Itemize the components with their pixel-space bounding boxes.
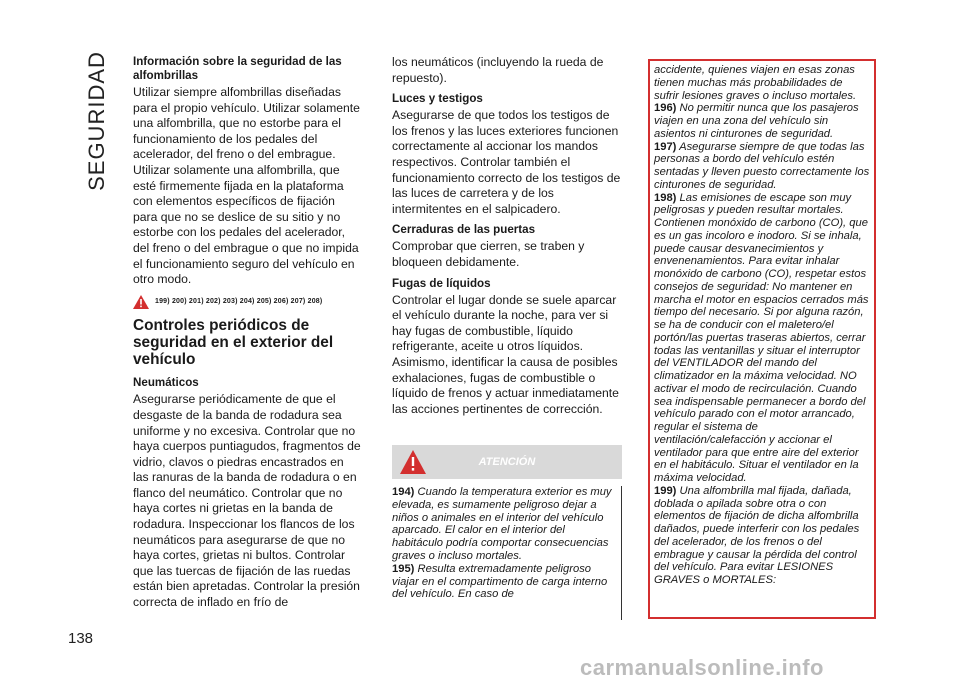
note-196 xyxy=(654,102,870,140)
attention-body xyxy=(392,486,622,620)
note-text: Una alfombrilla mal fijada, dañada, doblada o apilada sobre otra o con elementos de fijación de dicha alfombrilla dañados, puede interferir con los pedales del acelerador, de los frenos o del embrague y causar la pérdida del control del vehículo. Para evitar LESIONES GRAVES o MORTALES: xyxy=(654,484,860,586)
watermark: carmanualsonline.info xyxy=(580,655,824,680)
warning-notes-box xyxy=(648,59,876,619)
note-198 xyxy=(654,192,870,485)
note-number: 197) xyxy=(654,140,677,153)
note-number: 195) xyxy=(392,562,415,575)
note-number: 198) xyxy=(654,191,677,204)
page-number: 138 xyxy=(68,630,94,647)
note-text: Resulta extremadamente peligroso viajar en el compartimento de carga interno del vehículo. En caso de xyxy=(392,562,608,601)
warning-references xyxy=(133,294,361,310)
heading-tires: Neumáticos xyxy=(133,376,199,390)
note-text: Asegurarse siempre de que todas las personas a bordo del vehículo estén sentadas y lleven puesto correctamente los cinturones de seguridad. xyxy=(654,140,870,191)
paragraph-fluid-leaks: Controlar el lugar donde se suele aparcar el vehículo durante la noche, para ver si hay fugas de combustible, líquido refrigerante, aceite u otros líquidos. Asimismo, identificar la causa de posibles exhalaciones, fugas de combustible o líquido de frenos y actuar inmediatamente las acciones pertinentes de corrección. xyxy=(392,292,619,416)
note-text: Cuando la temperatura exterior es muy elevada, es sumamente peligroso dejar a niños o animales en el interior del vehículo aparcado. El calor en el interior del habitáculo podría comportar consecuencias graves o incluso mortales. xyxy=(392,486,612,562)
paragraph-tires: Asegurarse periódicamente de que el desgaste de la banda de rodadura sea uniforme y no excesiva. Controlar que no haya cuerpos puntiagudos, fragmentos de vidrio, clavos o piedras encastrados en las ranuras de la banda de rodadura o en flanco del neumático. Controlar que no haya cortes ni grietas en la banda de rodadura. Inspeccionar los flancos de los neumáticos para asegurarse de que no haya cortes, grietas ni bultos. Controlar que las tuercas de fijación de las ruedas están bien apretadas. Controlar la presión correcta de inflado en frío de xyxy=(133,392,361,610)
attention-title: ATENCIÓN xyxy=(478,456,536,468)
heading-mats-info: Información sobre la seguridad de las alfombrillas xyxy=(133,55,342,82)
note-number: 194) xyxy=(392,486,415,498)
note-number: 196) xyxy=(654,102,677,115)
heading-fluid-leaks: Fugas de líquidos xyxy=(392,276,491,290)
heading-periodic-checks: Controles periódicos de seguridad en el exterior del vehículo xyxy=(133,317,334,369)
note-text: No permitir nunca que los pasajeros viajen en una zona del vehículo sin asientos ni cinturones de seguridad. xyxy=(654,102,859,140)
column-1 xyxy=(133,55,361,617)
attention-box xyxy=(392,445,622,620)
section-title: SEGURIDAD xyxy=(84,51,109,191)
paragraph-mats-info: Utilizar siempre alfombrillas diseñadas para el propio vehículo. Utilizar solamente una alfombrilla, que no estorbe para el funcionamiento de los pedales del acelerador, del freno o del embrague. Utilizar solamente una alfombrilla, que esté firmemente fijada en la plataforma con elementos específicos de fijación para que no se deslice de su sitio y no estorbe con los pedales del acelerador, del freno o del embrague o que no impida el funcionamiento seguro del vehículo en otro modo. xyxy=(133,85,360,287)
note-197 xyxy=(654,141,870,192)
heading-door-locks: Cerraduras de las puertas xyxy=(392,223,536,237)
note-text: accidente, quienes viajen en esas zonas tienen muchas más probabilidades de sufrir lesiones graves o incluso mortales. xyxy=(654,64,857,102)
paragraph-tires-cont: los neumáticos (incluyendo la rueda de repuesto). xyxy=(392,55,604,85)
warning-refs-text: 199) 200) 201) 202) 203) 204) 205) 206) 207) 208) xyxy=(155,297,323,305)
note-text: Las emisiones de escape son muy peligrosas y pueden resultar mortales. Contienen monóxido de carbono (CO), que es un gas incoloro e inodoro. Si se inhala, puede causar desvanecimientos y envenenamientos. Para evitar inhalar monóxido de carbono (CO), respetar estos consejos de seguridad: No mantener en marcha el motor en espacios cerrados más tiempo del necesario. Si por alguna razón, se ha de conducir con el maletero/el portón/las puertas traseras abiertos, cerrar todas las ventanillas y situar el interruptor del VENTILADOR del mando del climatizador en la máxima velocidad. NO activar el modo de recirculación. Cuando sea indispensable permanecer a bordo del vehículo parado con el motor arrancado, regular el sistema de ventilación/calefacción y accionar el ventilador para que entre aire del exterior en el habitáculo. Situar el ventilador en la máxima velocidad. xyxy=(654,191,869,484)
attention-header xyxy=(392,445,622,479)
note-number: 199) xyxy=(654,484,677,497)
heading-lights: Luces y testigos xyxy=(392,92,483,106)
paragraph-door-locks: Comprobar que cierren, se traben y bloqueen debidamente. xyxy=(392,239,585,269)
warning-triangle-icon xyxy=(133,295,149,309)
paragraph-lights: Asegurarse de que todos los testigos de los frenos y las luces exteriores funcionen correctamente al accionar los mandos respectivos. Controlar también el funcionamiento correcto de los testigos de las luces de carretera y de los intermitentes en el salpicadero. xyxy=(392,108,621,216)
note-199 xyxy=(654,485,870,587)
column-2 xyxy=(392,55,622,423)
